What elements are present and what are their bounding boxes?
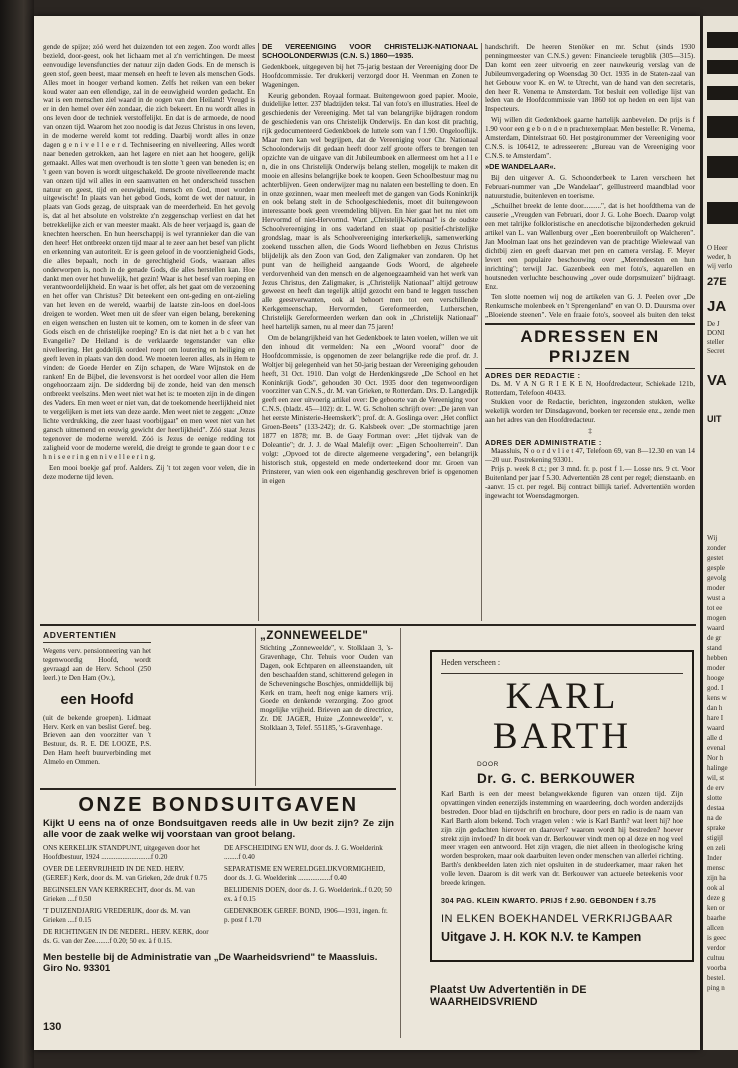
fragment-line: voorba [707, 964, 727, 972]
zonneweelde-heading: „ZONNEWEELDE" [260, 630, 369, 642]
publication-list-right [224, 844, 394, 949]
plaatst-advertentien-line: Plaatst Uw Advertentiën in DE WAARHEIDSVRIEND [430, 984, 587, 1008]
vacancy-details: (uit de bekende groepen). Lidmaat Herv. Kerk en van beslist Geref. beg. Brieven aan den voorzitter van 't Bestuur, ds. R. E. DE LOOZE, P.S. Den Ham heeft buurverbinding met Almelo en Ommen. [43, 713, 151, 767]
adjacent-page-edge [703, 16, 738, 1050]
column-rule [255, 628, 256, 786]
fragment-line: verdor [707, 944, 726, 952]
availability: IN ELKEN BOEKHANDEL VERKRIJGBAAR [441, 912, 673, 925]
fragment-line: deze g [707, 894, 726, 902]
fragment-line: wij verlo [707, 262, 733, 270]
fragment-line: hooge [707, 674, 725, 682]
vacancy-text: Wegens verv. pensionneering van het tegenwoordig Hoofd, wordt gevraagd aan de Herv. School (250 leerl.) te Den Ham (Ov.), [43, 647, 151, 682]
fragment-line: bestel. [707, 974, 726, 982]
fragment-line: steller [707, 338, 725, 346]
advertentien-heading: ADVERTENTIËN [43, 630, 117, 640]
fragment-line: stigijl [707, 834, 723, 842]
prices-text: Prijs p. week 8 ct.; per 3 mnd. fr. p. post f 1.— Losse nrs. 9 ct. Voor Buitenland per jaar f 5.30. Advertentiën 28 cent per regel; dienstaanb. en -aanvr. 15 ct. per regel. Bij contract billijk tarief. Advertentiën worden ingewacht tot Woensdagmorgen. [485, 465, 695, 500]
fragment-line: god. I [707, 684, 724, 692]
fragment-line: ken or [707, 904, 725, 912]
section-rule [43, 642, 151, 643]
fragment-line: waard [707, 624, 725, 632]
fragment-line: alle d [707, 734, 723, 742]
bondsuitgaven-intro: Kijkt U eens na of onze Bondsuitgaven reeds alle in Uw bezit zijn? Ze zijn alle voor de zaak welke wij voorstaan van groot belang. [43, 818, 394, 840]
article-paragraph: Keurig gebonden. Royaal formaat. Buitengewoon goed papier. Mooie, duidelijke letter. 237 bladzijden tekst. Tal van foto's en illustraties. Heel de geschiedenis der Vereeniging. Met tal van belangrijke bijdragen rondom de geschiedenis van ons Christelijk Onderwijs. En dan kost dit prachtig, rijk gedocumenteerd Gedenkboek de luttele som van f 1.90. Ongelooflijk. Maar men kan wel begrijpen, dat de Vereeniging voor Chr. Nationaal Schoolonderwijs dit gedaan heeft door zelf groote offers te brengen ten opzichte van de uitgave van dit Jubileumboek en allermeest om het a l l e n, die in ons Christelijk Onderwijs belang stellen, mogelijk te maken dit mooie en allesins belangrijke boek te koopen. Geen Schoolbestuur mag nu achterblijven. Geen onderwijzer mag nu nalaten een bestelling te doen. En in onze gezinnen, waar men meeleeft met de gangen van Gods Koninkrijk en ook belang stelt in de Schoolgeschiedenis, moet dit buitengewoon interessante boek geen vreemdeling blijven. En hier gaat het nu niet om Hervormd of niet-Hervormd. Want „Christelijk-Nationaal" is de oudste Schoolvereeniging in ons vaderland en staat op positief-christelijke grondslag, maar is als Schoolvereeniging interkerkelijk, samenwerking zoekend tusschen allen, die Gods Woord liefhebben en Jezus Christus blijdelijk als den Zoon van God, den Zaligmaker van zondaren. Op het punt van de heiligheid aangaande Gods Woord, de algeheele verdorvenheid van den mensch en de algenoegzaamheid van het werk van Jezus Christus, den Zaligmaker, is „Christelijk Nationaal" altijd getrouw geweest en heeft dan tegelijk altijd gezocht een band te leggen tusschen alle geestverwanten, ook al behoort men tot een verschillende Kerkgemeenschap, Hervormden, Gereformeerden, Lutherschen, Christelijk Gereformeerden werken dan ook in „Christelijk Nationaal" heel hartelijk samen, nu al meer dan 75 jaren! [262, 91, 478, 332]
publication-item: GEDENKBOEK GEREF. BOND, 1906—1931, ingen. fr. p. post f 1.70 [224, 907, 388, 924]
fragment-line: weder, h [707, 253, 731, 261]
fragment-line: ook al [707, 884, 725, 892]
column-rule [481, 43, 482, 621]
fragment-line: DONI [707, 329, 725, 337]
fragment-line: na de [707, 814, 722, 822]
black-bar [707, 116, 738, 138]
article-paragraph: Ten slotte noemen wij nog de artikelen van G. J. Peelen over „De Renkumsche molenbeek en 't Sprengenland" en van O. D. Duursma over „Bloeiende steenen". Vele en fraaie foto's, sooveel als buiten den tekst [485, 293, 695, 320]
column-rule [400, 628, 401, 1038]
fragment-line: Nor h [707, 754, 724, 762]
fragment-line: Secret [707, 347, 725, 355]
fragment-line: De J [707, 320, 720, 328]
bondsuitgaven-ad [43, 794, 394, 974]
fragment-line: de gr [707, 634, 722, 642]
book-binding [0, 0, 34, 1068]
order-instructions: Men bestelle bij de Administratie van „De Waarheidsvriend" te Maassluis. Giro No. 93301 [43, 952, 378, 974]
karl-barth-ad [430, 650, 694, 962]
fragment-line: zonder [707, 544, 727, 552]
zonneweelde-ad [260, 630, 393, 733]
fragment-line: dan h [707, 704, 723, 712]
adressen-prijzen-box [485, 325, 695, 625]
review-title: DE VEREENIGING VOOR CHRISTELIJK-NATIONAAL SCHOOLONDERWIJS (C.N. S.) 1860—1935. [262, 43, 478, 60]
publication-item: ONS KERKELIJK STANDPUNT, uitgegeven door het Hoofdbestuur, 1924 ............................f 0.20 [43, 844, 200, 861]
fragment-line: halinge [707, 764, 728, 772]
book-price: 304 PAG. KLEIN KWARTO. PRIJS f 2.90. GEBONDEN f 3.75 [441, 895, 657, 905]
fragment-line: cultuu [707, 954, 725, 962]
publication-item: SEPARATISME EN WERELDGELIJKVORMIGHEID, door ds. J. G. Woelderink ..................f 0.40 [224, 865, 385, 882]
fragment-line: de erv [707, 784, 725, 792]
fragment-line: sprake [707, 824, 726, 832]
column-rule [258, 43, 259, 621]
advertentien-box [43, 630, 151, 767]
zonneweelde-text: Stichting „Zonneweelde", v. Stolklaan 3, 's-Gravenhage, Chr. Tehuis voor Ouden van Dagen, ook Echtparen en alleenstaanden, uit den beschaafden stand, schitterend gelegen in de Scheveningsche Boschjes, onmiddellijk bij Kerk en tram, heeft nog enige kamers vrij. Goede en denkende verzorging. Zoo groot mogelijke vrijheid. Brieven aan de directrice, Zr. DE JAGER, Huize „Zonneweelde", v. Stolklaan 3, Telef. 551185, 's-Gravenhage. [260, 644, 393, 733]
section-rule [485, 368, 695, 369]
black-bar [707, 202, 738, 224]
bondsuitgaven-title: ONZE BONDSUITGAVEN [78, 794, 359, 816]
fragment-line: wust a [707, 594, 726, 602]
article-paragraph: Bij den uitgever A. G. Schoonderbeek te Laren verscheen het Februari-nummer van „De Wandelaar", geïllustreerd maandblad voor natuurstudie, buitenleven en toerisme. [485, 173, 695, 200]
publication-item: DE AFSCHEIDING EN WIJ, door ds. J. G. Woelderink ........f 0.40 [224, 844, 383, 861]
section-rule [441, 673, 683, 674]
publication-item: BELIJDENIS DOEN, door ds. J. G. Woelderink..f 0.20; 50 ex. à f 0.15 [224, 886, 392, 903]
article-paragraph: gende de spijze; zóó werd het duizenden tot een zegen. Zoo wordt alles bezield, door-geest, ook het lichaam met al z'n verrichtingen. De meest eenvoudige levensfuncties der natuur zijn daden Gods. En de mensch is geen stof, geen beest, maar menseh en heeft te leven als menschen Gods. Alles moet in hooger verband komen. Zelfs het reiken van een beker koud water aan een ellendige, zal in de eeuwigheid worden gedacht. En wat is een menschen ziel waard in de oogen van den Heiland! Vreugd is er in den hemel over één zondaar, die zich bekeert. En nu wordt alles in ons leven door de techniek verstoffelijkt. En dat is de armoede, de nood van onzen tijd. Waarom het zoo noodig is dat Jezus Christus in ons leven, in de moderne wereld komt tot redding. Daarbij wordt alles in onze dagen g e n i v e l l e e r d. Techniseering en nivelleering. Alles wordt naar beneden getrokken, aan het lagere en niet aan het hoogere, gelijk gemaakt. Alles wat men overhoudt is ten slotte 't geen van beneden is; en 't geen van boven is wordt uitgeschakeld. De groote nivelleerende macht van onzen tijd wil alles in een saamvatten en het onderscheid tusschen natuur en geest, tijd en eeuwigheid, mensch en God, moet worden uitgewischt! In plaats van het gebod Gods, komt de wet der natuur, in plaats van Gods gezag, de uitspraak van de meerderheid. En het gevolg is, dat al het absolute en volstrekte z'n zeggenschap verliest en dat het betrekkelijke zich er van meester maakt. Als de heer verjaagd is, gaan de knechten heerschen. En hun heerschappij is wel tyrannieker dan die van den heer! Het ontbreekt onzen tijd maar al te zeer aan het besef van plicht en erkenning van autoriteit. Er is geen geloof in de voorzienigheid Gods, die alles bepaalt, noch in de gerechtigheid Gods, waaraan alles onderworpen is, noch in de genade Gods, die alles herstellen kan. Hoe dankt men over het huwelijk, het gezin! Waar is het besef van roeping en verantwoordelijkheid. En waar is het offer, als het gaat om de verzoening en het offer van Christus? Dit beteekent een ont-geding en ont-zieling van het leven en de wereld, waarbij de laatste zin-loos en doel-loos dreigen te worden. Weet men uit de sfeer van eigen belang, berekening en eigen wenschen en lusten uit te komen, om te komen in de sfeer van Gods eisch en de christelijke roeping? En is dat niet het a b c van het Evangelie? De Heiland is de verklaarde tegenstander van elke nivelleering. Het goddelijk oordeel roept om loutering en heiliging en geeft leven in plaats van den dood. We moeten leeren alles, als in Hem te vinden: de Goede Herder en Zijn schapen, de Ware Wijnstok en de ranken! En de Bijbel, die levensvorst is het oordeel voor allen die Hem ongehoorzaam zijn. De sidderdng bij de zonde, heid van den mensch ontbreekt veelszins. Men weet niet wat het is: te moeten zijn in de dingen des Vaders. En men weet er niet van, dat de toekomende heerlijkheid niet te vergelijken is met iets van deze aarde. Men weet niet te zeggen: „Onze lichte verdrukking, die zeer haast voorbijgaat" en men weet niet van het gansch uitnemend en eeuwig gewicht der heerlijkheid". Zóó staat Jezus tegenover de moderne wereld. Zóó is Jezus de eenige redding tot zaligheid voor de moderne wereld, die dreigt te gronde te gaan door t e c h n i s e e r i n g en n i v e l l e e r i n g. [43, 43, 255, 461]
black-bar [707, 86, 738, 100]
fragment-line: ping n [707, 984, 725, 992]
publication-item: 'T DUIZENDJARIG VREDERIJK, door ds. M. van Grieken ....f 0.15 [43, 907, 191, 924]
fragment-line: gesple [707, 564, 725, 572]
redactie-note: Stukken voor de Redactie, berichten, ingezonden stukken, welke wekelijk worden ter Dinsdagavond, boeken ter recensie enz., zende men aan het adres van den Hoofdredacteur. [485, 398, 695, 424]
fragment-line: zijn ha [707, 874, 726, 882]
administratie-address: Maassluis, N o o r d v l i e t 47, Telefoon 69, van 8—12.30 en van 14—20 uur. Postrekening 93301. [485, 447, 695, 464]
fragment-heading: JA [707, 298, 727, 315]
section-rule [40, 788, 396, 790]
adressen-title: ADRESSEN EN PRIJZEN [520, 327, 660, 366]
article-paragraph: handschrift. De heeren Stenöker en mr. Schut (sinds 1930 penningmeester van C.N.S.) geven: Financieele terugblik (305—315). Dan komt een zeer uitvoerig en zeer nauwkeurig verslag van de Jubileumvergadering op Woensdag 30 Oct. 1935 in de Staten-zaal van het Gebouw voor K. en W. te Utrecht, van de hand van den secretaris, den heer R. Venema te Amsterdam. Tot besluit een volledige lijst van leden van de Hoofdcommissie van 1860 tot op heden en een lijst van Inspecteurs. [485, 43, 695, 114]
redactie-address: Ds. M. V A N G R I E K E N, Hoofdredacteur, Schiekade 121b, Rotterdam, Telefoon 40433. [485, 380, 695, 397]
fragment-line: kens w [707, 694, 727, 702]
page-number: 130 [43, 1021, 62, 1033]
article-paragraph: „Schuilhet breekt de lente door..........", dat is het hoofdthema van de causerie „Vreugden van Februari, door J. G. Lohe Boech. Daarop volgt een met talrijke folkloristische en anecdotische bijzonderheden gekruid artikel van L. van Wallenburg over „Een boerenbruiloft op Walcheren". Jan Moolman laat ons het gezindeven van de prachtige Wielewaal van dichtbij zien en geeft daarvan met pen en camera verslag. F. Meyer levert een populaire beschouwing over „Merendeesten en hun inrichting"; terwijl Jac. Gazenbeek een met foto's, aquarellen en houtsneden verluchte beschouwing „over oude dorpsmuizen" bijdraagt. Enz. [485, 202, 695, 291]
fragment-line: slotte [707, 794, 723, 802]
section-rule [40, 624, 696, 626]
redactie-heading: ADRES DER REDACTIE : [485, 371, 581, 380]
article-paragraph: Wij willen dit Gedenkboek gaarne hartelijk aanbevelen. De prijs is f 1.90 voor een g e b o n d e n prachtexemplaar. Men bestelle: R. Venema, Amsterdam, Dintelstraat 60. Het postgironummer der Vereeniging voor C.N.S. is 106412, te adresseeren: „Bureau van de Vereeniging voor C.N.S. te Amsterdam". [485, 116, 695, 160]
publication-item: DE RICHTINGEN IN DE NEDERL. HERV. KERK, door ds. G. van der Zee........f 0.20; 50 ex. à f 0.15. [43, 928, 209, 945]
publication-list-left [43, 844, 213, 949]
fragment-line: mensc [707, 864, 725, 872]
heden-verscheen: Heden verscheen : [441, 658, 501, 667]
article-paragraph: Een mooi boekje gaf prof. Aalders. Zij 't tot zegen voor velen, die in deze moderne tijd leven. [43, 463, 255, 481]
article-paragraph: Om de belangrijkheid van het Gedenkboek te laten voelen, willen we uit den inhoud dit vermelden: Na een „Woord vooraf" door de Hoofdcommissie, is opgenomen de zeer belangrijke rede die prof. dr. J. Woltjer bij gelegenheid van het 50-jarig bestaan der Vereeniging gehouden heeft, 31 Oct. 1910. Dan volgt de Herdenkingsrede „De School en het Koninkrijk Gods", gehouden 30 Oct. 1935 door den tegenwoordigen voorzitter van C.N.S., dr. M. van Grieken, te Rotterdam. Drs. D. Langedijk geeft een zeer uitvoerig artikel over: De geboorte van de Vereeniging voor C.N.S. (bladz. 45—102): dr. L. W. G. Scholten schrijft over: „De jaren van het eerste Ministerie-Heemskerk"; prof. dr. A. Goslinga over: „Het conflict Groen-Beets" (133-242); dr. G. Kalsbeek over: „De stormachtige jaren 1877 en 1878; mr. B. de Gaay Fortman over: „Het tijdvak van de Doleantie"; dr. J. J. de Waal Malefijt over: „Eigen Schoolterrein". Dan volgt: „Opvoed tot de directe algemeene vergadering", een belangrijk historisch stuk, opgesteld en mede onderteekend door mr. Groen van Prinsterer, van wien ook een eigenhandig geschreven brief is opgenomen in eigen [262, 334, 478, 485]
fragment-line: mogen [707, 614, 727, 622]
fragment-line: allcen [707, 924, 724, 932]
newspaper-page [34, 16, 700, 1050]
fragment-line: en zeli [707, 844, 726, 852]
fragment-line: gevolg [707, 574, 727, 582]
separator-glyph: ‡ [588, 427, 592, 435]
vacancy-headline: een Hoofd [60, 690, 134, 708]
book-author: Dr. G. C. BERKOUWER [477, 771, 636, 786]
fragment-line: destaa [707, 804, 725, 812]
article-paragraph: Gedenkboek, uitgegeven bij het 75-jarig bestaan der Vereeniging door De Hoofdcommissie. Ter drukkerij verzorgd door H. Veenman en Zonen te Wageningen. [262, 62, 478, 89]
fragment-line: tot ee [707, 604, 723, 612]
fragment-line: hebben [707, 654, 728, 662]
fragment-line: wil, st [707, 774, 725, 782]
article-column-1 [43, 43, 255, 618]
fragment-heading: UIT [707, 414, 722, 424]
fragment-line: baarhe [707, 914, 726, 922]
fragment-line: Wij [707, 534, 718, 542]
article-column-2 [262, 43, 478, 618]
fragment-line: stand [707, 644, 722, 652]
fragment-line: gestet [707, 554, 724, 562]
fragment-line: moder [707, 664, 725, 672]
book-description: Karl Barth is een der meest belangwekkende figuren van onzen tijd. Zijn opvattingen vinden eenerzijds instemming en waardeering, doch worden anderzijds bestreden. Door blad en tijdschrift en brochure, door pers en radio is de naam van Karl Barth alom bekend. Toch vragen velen : wie is Karl Barth? wat leert hij? hoe zijn zijn gedachten hierover en daarover? waarom wordt hij bestreden? hoever strekt zijn invloed? In dit boek van dr. Berkouwer vindt men op al deze en nog veel meer vragen een antwoord. Het zijn vragen, die niet alleen in theologische kring worden besproken, maar ook daarbuiten leven onder menschen van allerlei richting. Barth's denkbeelden laten zich niet opsluiten in de studeerkamer, maar raken het volle leven. Daarom is dit werk van dr. Berkouwer van actueele beteekenis voor breede kringen. [441, 790, 683, 888]
book-title: KARL BARTH [492, 676, 632, 757]
publication-item: OVER DE LEERVRIJHEID IN DE NED. HERV. (GEREF.) Kerk, door ds. M. van Grieken, 2de druk f 0.75 [43, 865, 208, 882]
fragment-heading: 27E [707, 276, 727, 288]
review-title: »DE WANDELAAR«. [485, 161, 556, 171]
administratie-heading: ADRES DER ADMINISTRATIE : [485, 438, 602, 447]
publisher: Uitgave J. H. KOK N.V. te Kampen [441, 929, 642, 944]
black-bar [707, 32, 738, 48]
fragment-line: moder [707, 584, 725, 592]
door-label: DOOR [477, 761, 499, 768]
fragment-line: Inder [707, 854, 722, 862]
black-bar [707, 156, 738, 178]
publication-item: BEGINSELEN VAN KERKRECHT, door ds. M. van Grieken ....f 0.50 [43, 886, 195, 903]
fragment-line: hare I [707, 714, 724, 722]
fragment-heading: VA [707, 372, 727, 389]
fragment-line: evenal [707, 744, 726, 752]
fragment-line: O Heer [707, 244, 728, 252]
fragment-line: waard [707, 724, 725, 732]
article-column-3 [485, 43, 695, 321]
fragment-line: is geec [707, 934, 727, 942]
black-bar [707, 60, 738, 74]
